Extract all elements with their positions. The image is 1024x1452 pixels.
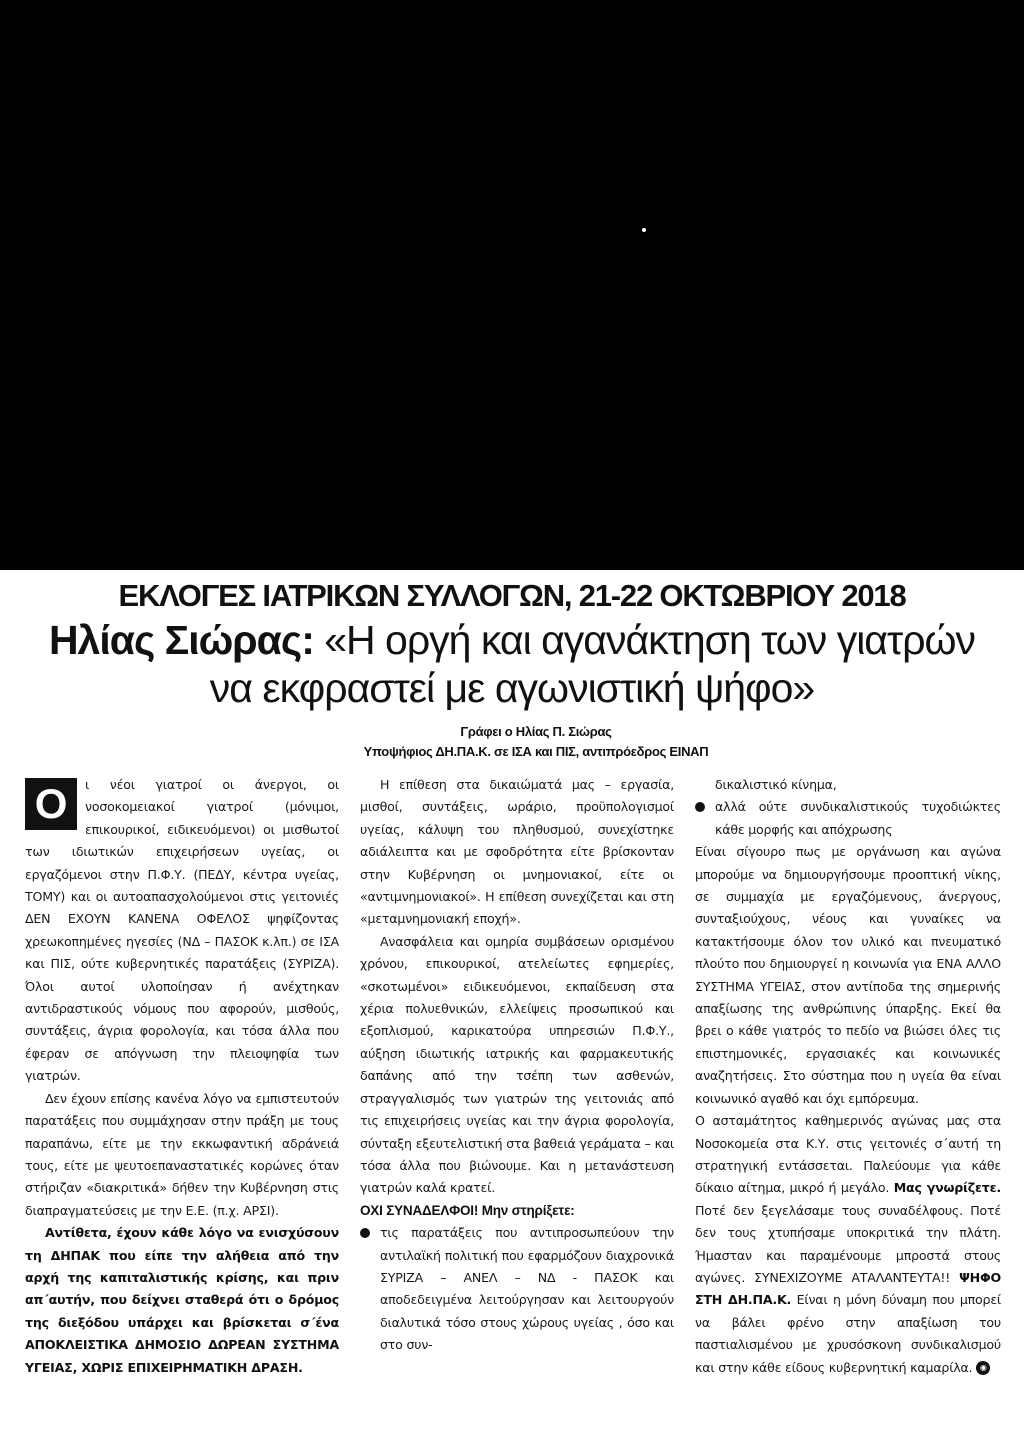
col2-paragraph-2: Ανασφάλεια και ομηρία συμβάσεων ορισμένου χρόνου, επικουρικοί, ατελείωτες εφημερίες, «σκοτωμένοι» ειδικευόμενοι, εκπαίδευση στα χέρια πολυεθνικών, ελλείψεις προσωπικού και εξοπλισμού, καρικατούρα υπηρεσιών Π.Φ.Υ., αύξηση ιδιωτικής ιατρικής και φαρμακευτικής δαπάνης από την τσέπη των ασθενών, στραγγαλισμός των γιατρών της γειτονιάς από τις επιχειρήσεις υγείας και την άγρια φορολογία, σύνταξη εξευτελιστική στα βαθειά γεράματα – και τόσα άλλα που βιώνουμε. Και η μετανάστευση γιατρών καλά κρατεί. <box>360 933 674 1196</box>
article-column-3 <box>695 774 1001 1379</box>
article-photo <box>0 0 1024 570</box>
col3-paragraph-2 <box>695 1110 1001 1379</box>
col2-bullet-1 <box>360 1222 674 1356</box>
col3-p2-bold: Μας γνωρίζετε. <box>893 1180 1001 1196</box>
article-byline <box>356 722 716 762</box>
col3-bullet-2-text: αλλά ούτε συνδικαλιστικούς τυχοδιώκτες κάθε μορφής και απόχρωσης <box>715 799 1001 837</box>
col1-paragraph-1 <box>25 774 339 1088</box>
col3-continuation-text: δικαλιστικό κίνημα, <box>715 777 837 792</box>
article-column-1 <box>25 774 339 1379</box>
article-kicker: ΕΚΛΟΓΕΣ ΙΑΤΡΙΚΩΝ ΣΥΛΛΟΓΩΝ, 21-22 ΟΚΤΩΒΡΙΟΥ 2018 <box>118 578 906 613</box>
byline-role: Υποψήφιος ΔΗ.ΠΑ.Κ. σε ΙΣΑ και ΠΙΣ, αντιπρόεδρος ΕΙΝΑΠ <box>363 744 709 759</box>
col2-bullet-1-text: τις παρατάξεις που αντιπροσωπεύουν την αντιλαϊκή πολιτική που εφαρμόζουν διαχρονικά ΣΥΡΙΖΑ – ΑΝΕΛ – ΝΔ - ΠΑΣΟΚ και αποδεδειγμένα λειτούργησαν και λειτουργούν διαλυτικά τόσο στους χώρους υγείας , όσο και στο συν- <box>380 1225 674 1353</box>
col3-p2-bold-2: ΨΗΦΟ ΣΤΗ ΔΗ.ΠΑ.Κ. <box>695 1269 1001 1308</box>
article-headline <box>0 616 1024 712</box>
photo-highlight <box>642 228 646 232</box>
col3-bullet-2 <box>695 796 1001 841</box>
headline-quote-start: «Η οργή και αγανάκτηση των γιατρών <box>313 617 976 663</box>
col3-p2-text-c: Είναι η μόνη δύναμη που μπορεί να βάλει φρένο στην απαξίωση του παστιαλισμένου με χρυσόσκονη συνδικαλισμού και στην κάθε είδους κυβερνητική καμαρίλα. <box>695 1292 1001 1375</box>
newspaper-logo-icon: ◉ <box>976 1361 990 1375</box>
col3-paragraph-1: Είναι σίγουρο πως με οργάνωση και αγώνα μπορούμε να δημιουργήσουμε προοπτική νίκης, σε συμμαχία με εργαζόμενους, άνεργους, συνταξιούχους, νέους και γυναίκες να κατακτήσουμε όλον τον υλικό και πνευματικό πλούτο που δημιουργεί η κοινωνία για ΕΝΑ ΑΛΛΟ ΣΥΣΤΗΜΑ ΥΓΕΙΑΣ, στον αντίποδα της σημερινής απαξίωσης της ανθρώπινης ύπαρξης. Εκεί θα βρει ο κάθε γιατρός το πεδίο να βιώσει όλες τις επιστημονικές, εργασιακές και κοινωνικές αναζητήσεις. Στο σύστημα που η υγεία θα είναι κοινωνικό αγαθό και όχι εμπόρευμα. <box>695 844 1001 1106</box>
col3-p2-text-b: Ποτέ δεν ξεγελάσαμε τους συναδέλφους. Ποτέ δεν τους χτυπήσαμε υποκριτικά την πλάτη. Ήμασταν και παραμένουμε μπροστά στους αγώνες. ΣΥΝΕΧΙΖΟΥΜΕ ΑΤΑΛΑΝΤΕΥΤΑ!! <box>695 1202 1001 1285</box>
headline-line-2: να εκφραστεί με αγωνιστική ψήφο» <box>209 665 815 711</box>
bullet-dot-icon <box>360 1228 370 1238</box>
headline-line-1 <box>0 616 1024 664</box>
col2-paragraph-1: Η επίθεση στα δικαιώματά μας – εργασία, μισθοί, συντάξεις, ωράριο, προϋπολογισμοί υγείας, κάλυψη του πληθυσμού, συνεχίστηκε αδιάλειπτα και με σφοδρότητα είτε βρίσκονταν στην Κυβέρνηση οι μνημονιακοί, είτε οι «αντιμνημονιακοί». Η επίθεση συνεχίζεται και στη «μεταμνημονιακή εποχή». <box>360 777 674 927</box>
col1-paragraph-3: Αντίθετα, έχουν κάθε λόγο να ενισχύσουν τη ΔΗΠΑΚ που είπε την αλήθεια από την αρχή της καπιταλιστικής κρίσης, και πριν απ΄αυτήν, που δείχνει σταθερά ότι ο δρόμος της διεξόδου υπάρχει και βρίσκεται σ΄ένα ΑΠΟΚΛΕΙΣΤΙΚΑ ΔΗΜΟΣΙΟ ΔΩΡΕΑΝ ΣΥΣΤΗΜΑ ΥΓΕΙΑΣ, ΧΩΡΙΣ ΕΠΙΧΕΙΡΗΜΑΤΙΚΗ ΔΡΑΣΗ. <box>25 1225 339 1375</box>
article-column-2 <box>360 774 674 1357</box>
byline-author: Γράφει ο Ηλίας Π. Σιώρας <box>460 724 612 739</box>
col1-paragraph-2: Δεν έχουν επίσης κανένα λόγο να εμπιστευτούν παρατάξεις που συμμάχησαν στην πράξη με τους παραπάνω, είτε με την εκκωφαντική αδράνειά τους, είτε με ψευτοεπαναστατικές κορώνες όταν στήριζαν «διακριτικά» δήθεν την Κυβέρνηση στις διαπραγματεύσεις με την Ε.Ε. (π.χ. ΑΡΣΙ). <box>25 1090 339 1218</box>
headline-name: Ηλίας Σιώρας: <box>48 617 314 663</box>
col3-bullet-continuation <box>695 774 1001 796</box>
dropcap: Ο <box>25 778 77 830</box>
bullet-dot-icon <box>695 802 705 812</box>
col3-p2-text-a: Ο ασταμάτητος καθημερινός αγώνας μας στα Νοσοκομεία στα Κ.Υ. στις γειτονιές σ΄αυτή τη στρατηγική εντάσσεται. Παλεύουμε για κάθε δίκαιο αίτημα, μικρό ή μεγάλο. <box>695 1113 1001 1196</box>
col2-subhead: ΟΧΙ ΣΥΝΑΔΕΛΦΟΙ! Μην στηρίξετε: <box>360 1202 575 1218</box>
col1-paragraph-1-text: ι νέοι γιατροί οι άνεργοι, οι νοσοκομειακοί γιατροί (μόνιμοι, επικουρικοί, ειδικευόμενοι) οι μισθωτοί των ιδιωτικών επιχειρήσεων υγείας, οι εργαζόμενοι στην Π.Φ.Υ. (ΠΕΔΥ, κέντρα υγείας, ΤΟΜΥ) και οι αυτοαπασχολούμενοι στις γειτονιές ΔΕΝ ΕΧΟΥΝ ΚΑΝΕΝΑ ΟΦΕΛΟΣ ψηφίζοντας χρεωκοπημένες ηγεσίες (ΝΔ – ΠΑΣΟΚ κ.λπ.) σε ΙΣΑ και ΠΙΣ, ούτε κυβερνητικές παρατάξεις (ΣΥΡΙΖΑ). Όλοι αυτοί υλοποίησαν ή ανέχτηκαν αντιδραστικούς νόμους που αφορούν, μισθούς, συντάξεις, άγρια φορολογία, και τόσα άλλα που έφεραν σε απόγνωση την πλειοψηφία των γιατρών. <box>25 777 339 1084</box>
